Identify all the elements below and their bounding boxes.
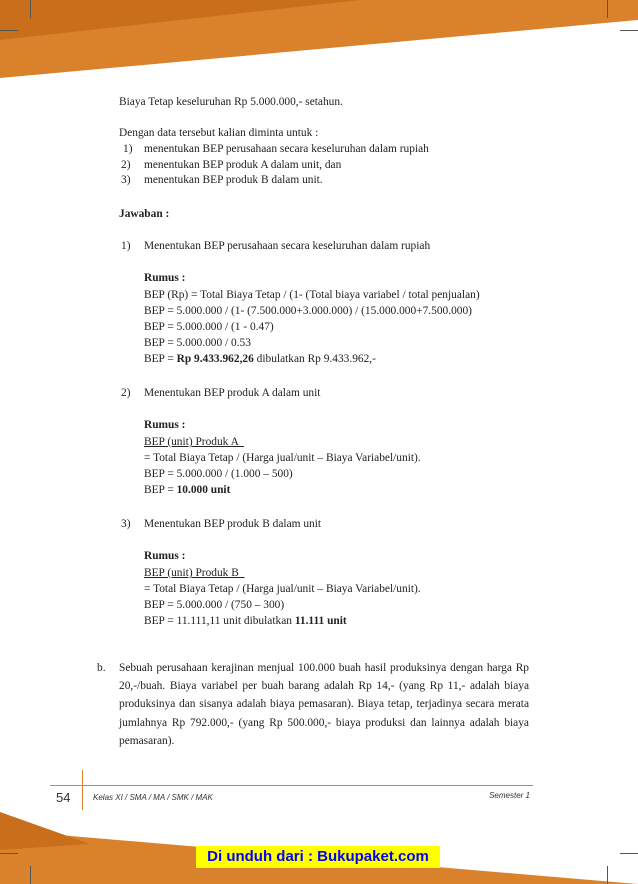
- section-number: 3): [121, 518, 131, 530]
- task-number: 2): [121, 159, 131, 171]
- result-line: [144, 614, 347, 629]
- task-number: 3): [121, 174, 131, 186]
- semester-label: Semester 1: [489, 791, 530, 800]
- task-text: menentukan BEP perusahaan secara keseluruhan dalam rupiah: [144, 143, 429, 155]
- formula-heading: BEP (unit) Produk B: [144, 567, 245, 579]
- result-value: 11.111 unit: [294, 615, 347, 627]
- rumus-label: Rumus :: [144, 272, 186, 284]
- page-number: 54: [56, 790, 71, 805]
- header-decoration: [0, 0, 638, 90]
- formula-line: = Total Biaya Tetap / (Harga jual/unit – Biaya Variabel/unit).: [144, 452, 421, 464]
- section-title: Menentukan BEP perusahaan secara keseluruhan dalam rupiah: [144, 240, 431, 252]
- answer-heading: Jawaban :: [119, 208, 170, 220]
- section-title: Menentukan BEP produk B dalam unit: [144, 518, 322, 530]
- crop-mark: [0, 853, 18, 854]
- formula-line: BEP = 5.000.000 / (1- (7.500.000+3.000.000) / (15.000.000+7.500.000): [144, 305, 472, 317]
- task-number: 1): [123, 143, 133, 155]
- formula-line: BEP = 5.000.000 / (1 - 0.47): [144, 321, 274, 333]
- footer-rule: [50, 785, 533, 786]
- download-banner[interactable]: Di unduh dari : Bukupaket.com: [196, 846, 440, 868]
- footer-divider: [82, 770, 83, 810]
- crop-mark: [30, 866, 31, 884]
- crop-mark: [607, 866, 608, 884]
- rumus-label: Rumus :: [144, 419, 186, 431]
- result-line: [144, 352, 376, 367]
- formula-line: = Total Biaya Tetap / (Harga jual/unit – Biaya Variabel/unit).: [144, 583, 421, 595]
- item-paragraph: Sebuah perusahaan kerajinan menjual 100.000 buah hasil produksinya dengan harga Rp 20,-/buah. Biaya variabel per buah barang adalah Rp 14,- (yang Rp 11,- adalah biaya produksinya dan sisanya adalah biaya pemasaran). Biaya tetap, terjadinya secara merata jumlahnya Rp 792.000,- (yang Rp 500.000,- biaya produksi dan lainnya adalah biaya pemasaran).: [119, 662, 529, 747]
- rumus-label: Rumus :: [144, 550, 186, 562]
- formula-line: BEP = 5.000.000 / 0.53: [144, 337, 251, 349]
- crop-mark: [607, 0, 608, 18]
- result-prefix: BEP =: [144, 353, 177, 365]
- intro-line: Biaya Tetap keseluruhan Rp 5.000.000,- setahun.: [119, 96, 343, 108]
- footer-decoration: [0, 800, 638, 884]
- task-text: menentukan BEP produk A dalam unit, dan: [144, 159, 342, 171]
- crop-mark: [620, 30, 638, 31]
- result-value: Rp 9.433.962,26: [176, 353, 254, 365]
- crop-mark: [30, 0, 31, 18]
- section-title: Menentukan BEP produk A dalam unit: [144, 387, 321, 399]
- task-intro: Dengan data tersebut kalian diminta untuk :: [119, 127, 319, 139]
- crop-mark: [0, 30, 18, 31]
- section-number: 1): [121, 240, 131, 252]
- result-prefix: BEP = 11.111,11 unit dibulatkan: [144, 615, 295, 627]
- item-label: b.: [97, 662, 106, 674]
- result-value: 10.000 unit: [176, 484, 231, 496]
- result-line: [144, 483, 230, 498]
- formula-line: BEP = 5.000.000 / (1.000 – 500): [144, 468, 293, 480]
- formula-heading: BEP (unit) Produk A: [144, 436, 244, 448]
- section-number: 2): [121, 387, 131, 399]
- book-label: Kelas XI / SMA / MA / SMK / MAK: [93, 793, 213, 802]
- crop-mark: [620, 853, 638, 854]
- result-prefix: BEP =: [144, 484, 177, 496]
- task-text: menentukan BEP produk B dalam unit.: [144, 174, 323, 186]
- result-suffix: dibulatkan Rp 9.433.962,-: [253, 353, 376, 365]
- formula-line: BEP = 5.000.000 / (750 – 300): [144, 599, 285, 611]
- formula-line: BEP (Rp) = Total Biaya Tetap / (1- (Total biaya variabel / total penjualan): [144, 289, 480, 301]
